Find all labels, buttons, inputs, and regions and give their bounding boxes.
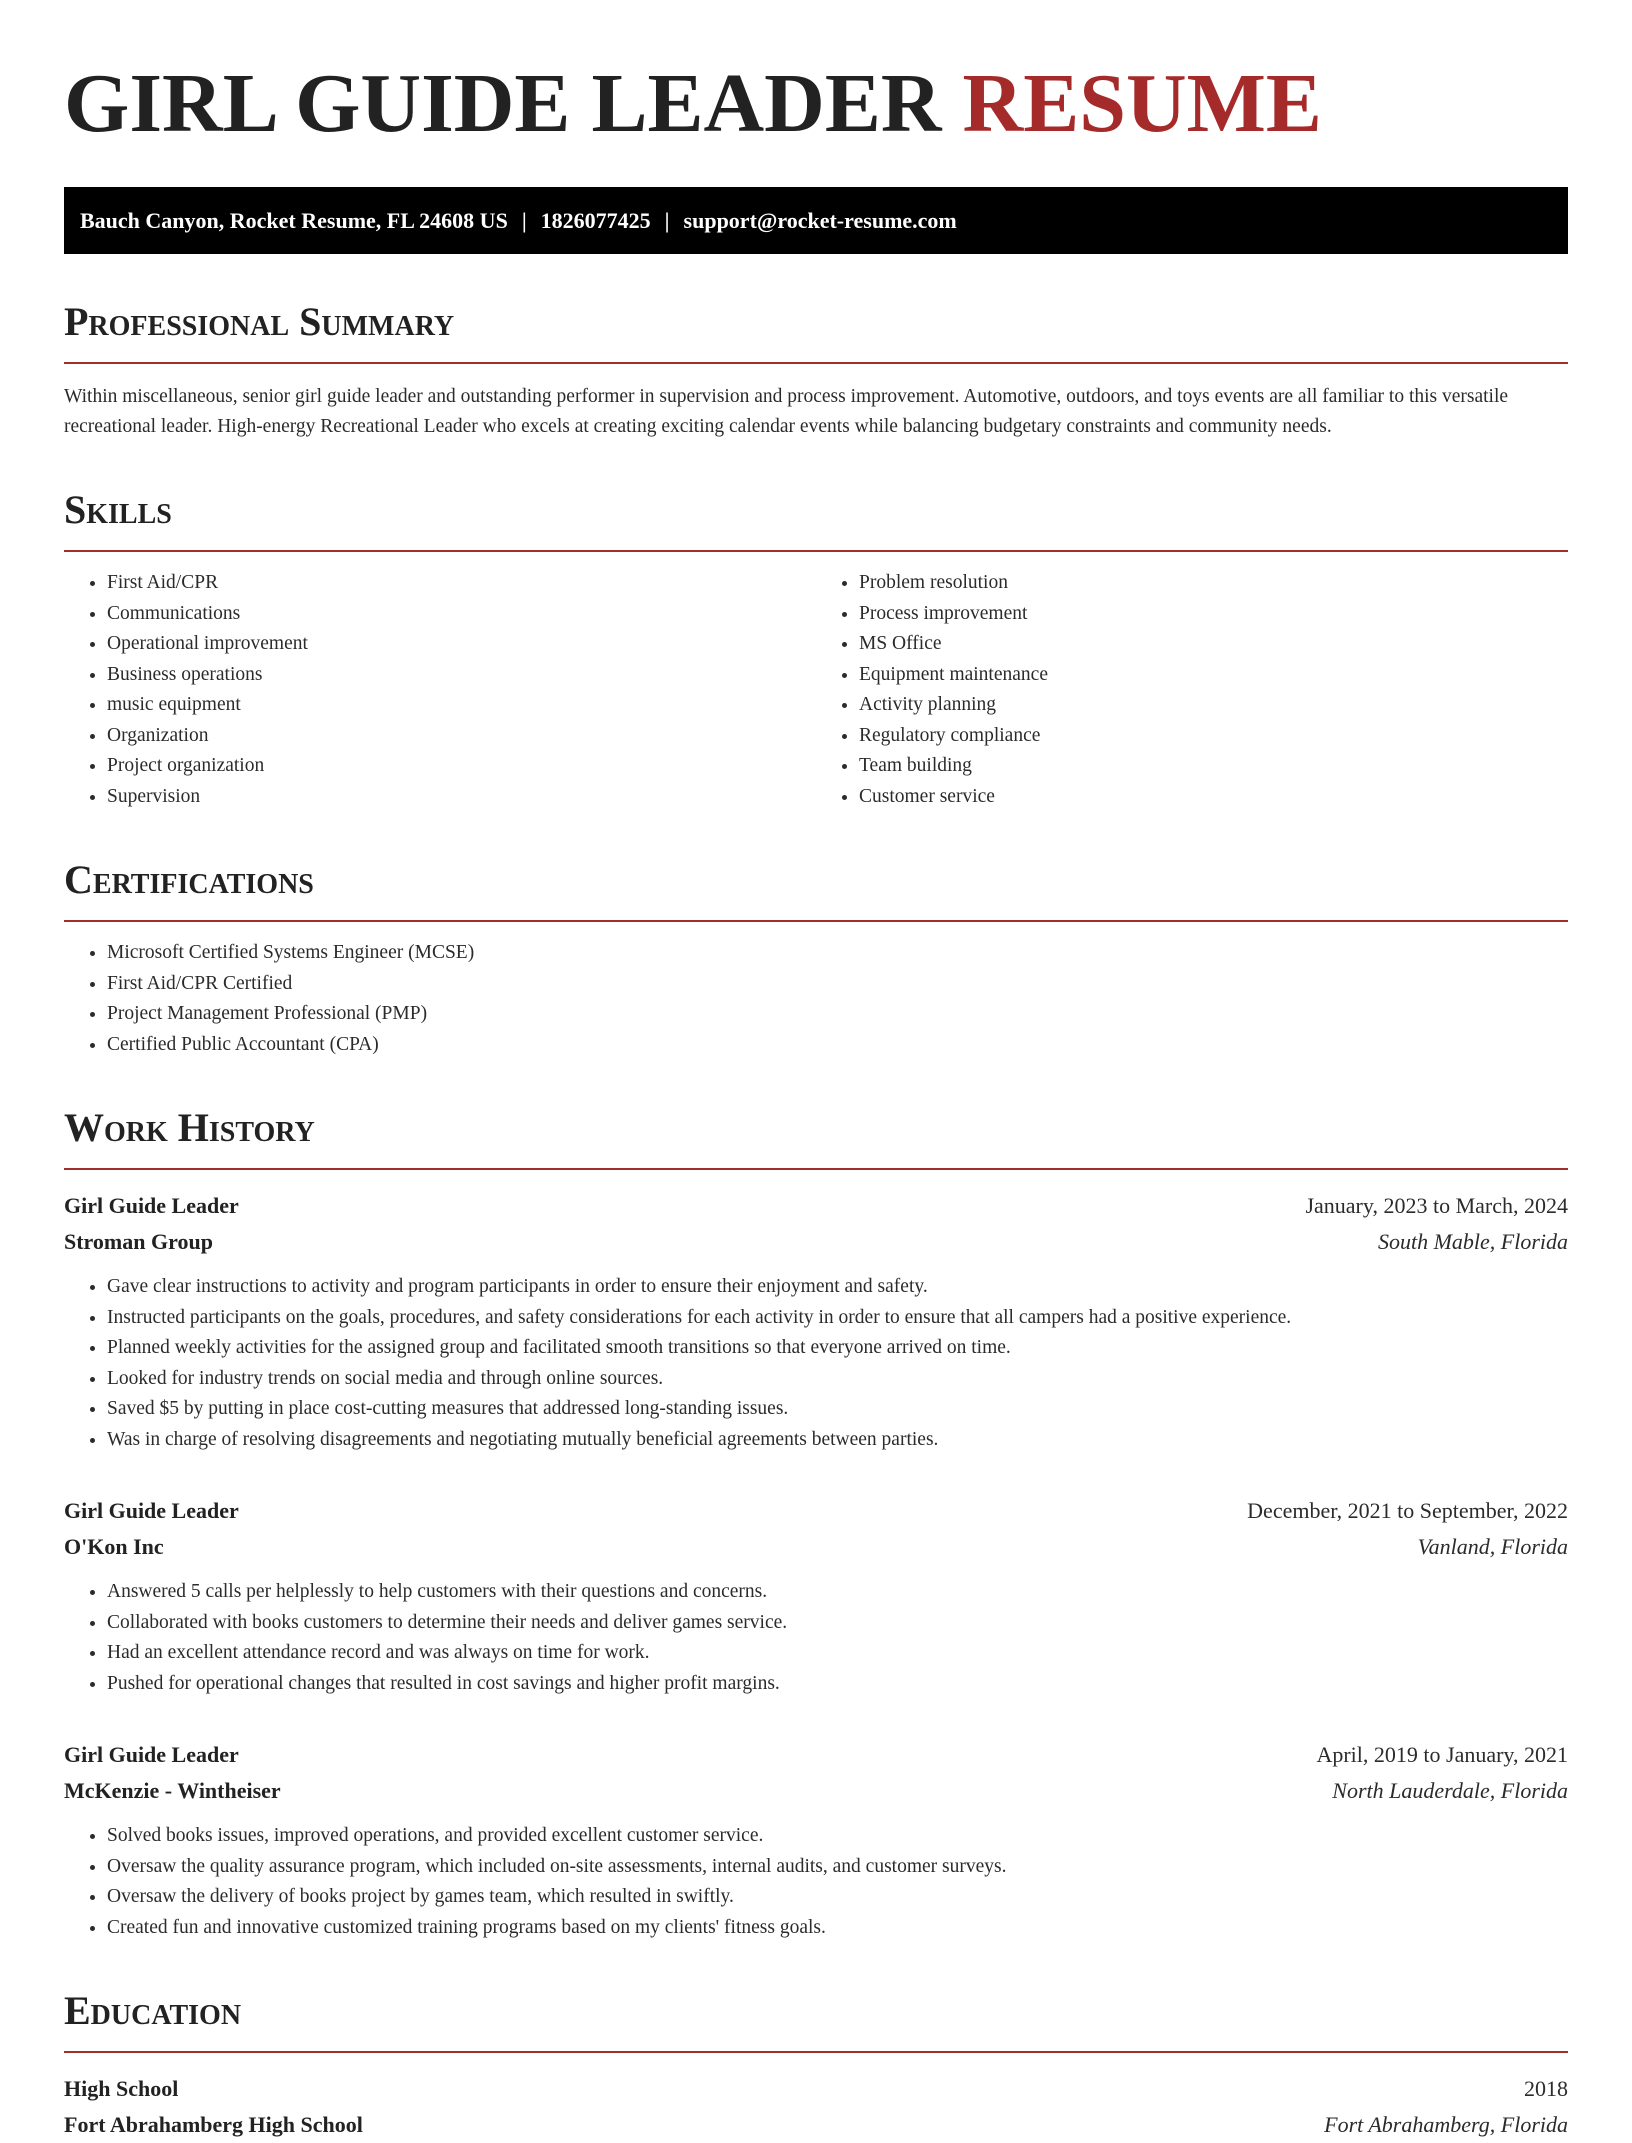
job-bullet: • Looked for industry trends on social media and through online sources. [107, 1364, 1568, 1395]
job-bullet: • Gave clear instructions to activity and program participants in order to ensure their enjoyment and safety. [107, 1272, 1568, 1303]
certification-item: • Certified Public Accountant (CPA) [107, 1030, 1568, 1061]
job-header-row [64, 1493, 1568, 1529]
education-school-row [64, 2107, 1568, 2143]
skill-item: • Organization [107, 721, 816, 752]
education-header-row [64, 2071, 1568, 2107]
skill-item: • Business operations [107, 660, 816, 691]
skill-item: • Equipment maintenance [859, 660, 1568, 691]
certifications-section [64, 856, 1568, 1060]
job-role: Girl Guide Leader [64, 1498, 239, 1523]
skill-item: • music equipment [107, 690, 816, 721]
title-main: GIRL GUIDE LEADER [64, 57, 942, 150]
job-company: O'Kon Inc [64, 1534, 164, 1559]
skill-item: • Communications [107, 599, 816, 630]
skill-item: • Process improvement [859, 599, 1568, 630]
contact-separator: | [664, 207, 670, 233]
certification-item: • First Aid/CPR Certified [107, 969, 1568, 1000]
education-year: 2018 [1524, 2076, 1568, 2101]
job-bullet: • Oversaw the delivery of books project by games team, which resulted in swiftly. [107, 1882, 1568, 1913]
education-school: Fort Abrahamberg High School [64, 2112, 363, 2137]
job-bullet: • Oversaw the quality assurance program, which included on-site assessments, internal audits, and customer surveys. [107, 1852, 1568, 1883]
job-dates: December, 2021 to September, 2022 [1247, 1498, 1568, 1523]
job-location: North Lauderdale, Florida [1332, 1778, 1568, 1803]
contact-email: support@rocket-resume.com [683, 207, 957, 233]
skill-item: • Team building [859, 751, 1568, 782]
job-bullets [64, 1272, 1568, 1455]
job-location: South Mable, Florida [1377, 1229, 1568, 1254]
contact-separator: | [521, 207, 527, 233]
contact-bar [64, 187, 1568, 254]
section-title-summary: Professional Summary [64, 298, 1568, 364]
job-bullet: • Solved books issues, improved operations, and provided excellent customer service. [107, 1821, 1568, 1852]
job-company-row [64, 1773, 1568, 1809]
job-company-row [64, 1529, 1568, 1565]
work-history-section [64, 1104, 1568, 1943]
job-bullet: • Created fun and innovative customized training programs based on my clients' fitness goals. [107, 1913, 1568, 1944]
job-bullet: • Had an excellent attendance record and was always on time for work. [107, 1638, 1568, 1669]
contact-address: Bauch Canyon, Rocket Resume, FL 24608 US [80, 207, 508, 233]
skill-item: • Customer service [859, 782, 1568, 813]
education-section [64, 1987, 1568, 2143]
skills-grid [64, 568, 1568, 812]
job-entry [64, 1188, 1568, 1455]
skill-item: • Project organization [107, 751, 816, 782]
job-company: McKenzie - Wintheiser [64, 1778, 281, 1803]
job-location: Vanland, Florida [1417, 1534, 1568, 1559]
skill-item: • Activity planning [859, 690, 1568, 721]
job-dates: April, 2019 to January, 2021 [1316, 1742, 1568, 1767]
job-entry [64, 1737, 1568, 1943]
skill-item: • MS Office [859, 629, 1568, 660]
summary-section [64, 298, 1568, 442]
skills-list-left [64, 568, 816, 812]
job-bullet: • Answered 5 calls per helplessly to help customers with their questions and concerns. [107, 1577, 1568, 1608]
skill-item: • Operational improvement [107, 629, 816, 660]
job-bullet: • Collaborated with books customers to determine their needs and deliver games service. [107, 1608, 1568, 1639]
skill-item: • First Aid/CPR [107, 568, 816, 599]
job-bullet: • Saved $5 by putting in place cost-cutting measures that addressed long-standing issues. [107, 1394, 1568, 1425]
job-bullet: • Instructed participants on the goals, procedures, and safety considerations for each activity in order to ensure that all campers had a positive experience. [107, 1303, 1568, 1334]
certification-item: • Project Management Professional (PMP) [107, 999, 1568, 1030]
section-title-work-history: Work History [64, 1104, 1568, 1170]
skill-item: • Regulatory compliance [859, 721, 1568, 752]
summary-text: Within miscellaneous, senior girl guide leader and outstanding performer in supervision and process improvement. Automotive, outdoors, and toys events are all familiar to this versatile recreational leader. High-energy Recreational Leader who excels at creating exciting calendar events while balancing budgetary constraints and community needs. [64, 386, 1509, 437]
job-bullet: • Planned weekly activities for the assigned group and facilitated smooth transitions so that everyone arrived on time. [107, 1333, 1568, 1364]
job-entry [64, 1493, 1568, 1699]
title-accent: RESUME [962, 57, 1322, 150]
education-degree: High School [64, 2076, 179, 2101]
job-company-row [64, 1224, 1568, 1260]
job-bullet: • Pushed for operational changes that resulted in cost savings and higher profit margins. [107, 1669, 1568, 1700]
skills-list-right [816, 568, 1568, 812]
job-header-row [64, 1188, 1568, 1224]
education-entry [64, 2071, 1568, 2143]
education-location: Fort Abrahamberg, Florida [1324, 2112, 1568, 2137]
job-bullets [64, 1577, 1568, 1699]
certifications-list [64, 938, 1568, 1060]
job-bullets [64, 1821, 1568, 1943]
job-header-row [64, 1737, 1568, 1773]
skill-item: • Supervision [107, 782, 816, 813]
certification-item: • Microsoft Certified Systems Engineer (MCSE) [107, 938, 1568, 969]
resume-title [64, 56, 1568, 152]
job-dates: January, 2023 to March, 2024 [1305, 1193, 1568, 1218]
section-title-education: Education [64, 1987, 1568, 2053]
skills-section [64, 486, 1568, 812]
job-bullet: • Was in charge of resolving disagreements and negotiating mutually beneficial agreements between parties. [107, 1425, 1568, 1456]
skill-item: • Problem resolution [859, 568, 1568, 599]
section-title-skills: Skills [64, 486, 1568, 552]
section-title-certifications: Certifications [64, 856, 1568, 922]
job-role: Girl Guide Leader [64, 1742, 239, 1767]
job-role: Girl Guide Leader [64, 1193, 239, 1218]
job-company: Stroman Group [64, 1229, 213, 1254]
contact-phone: 1826077425 [540, 207, 651, 233]
